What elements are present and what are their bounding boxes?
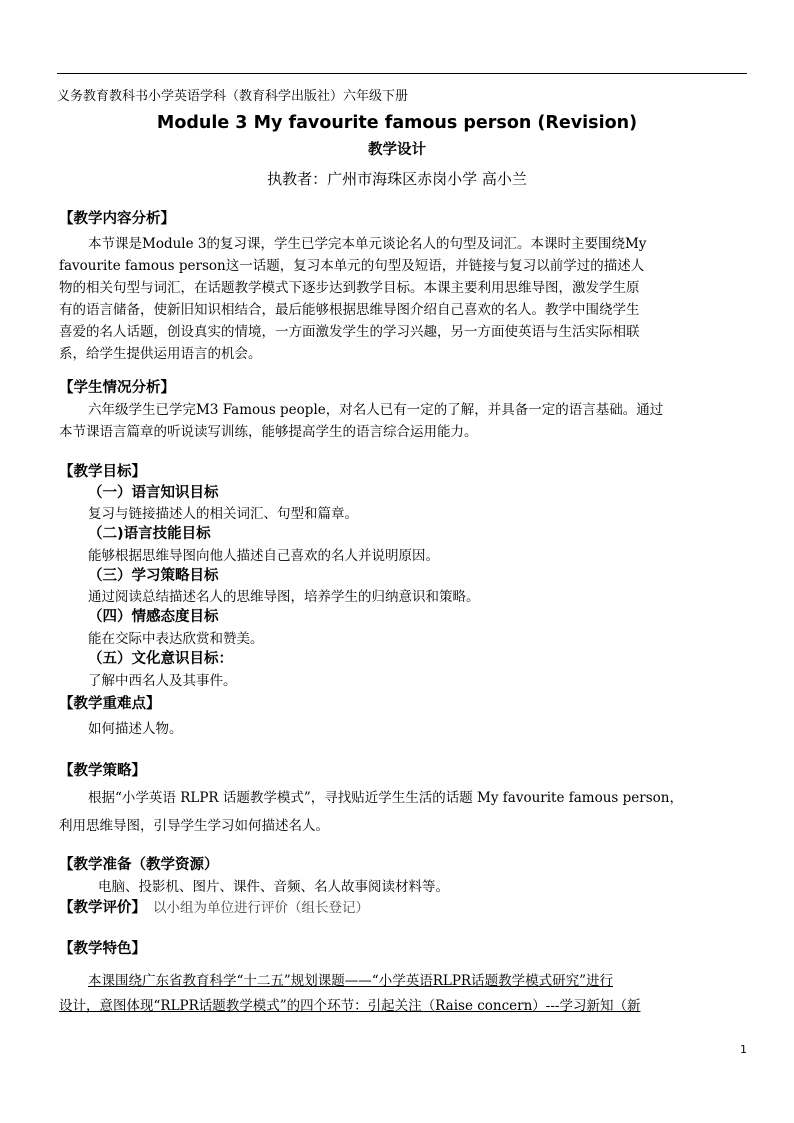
objective-text: 能在交际中表达欣赏和赞美。 — [88, 631, 264, 647]
features-line: 设计，意图体现“RLPR话题教学模式”的四个环节：引起关注（Raise concern）---学习新知（新 — [59, 998, 641, 1014]
objective-title: （三）学习策略目标 — [88, 568, 219, 584]
objective-text: 能够根据思维导图向他人描述自己喜欢的名人并说明原因。 — [88, 548, 439, 564]
document-title: Module 3 My favourite famous person (Revision) — [156, 113, 638, 133]
features-line: 本课围绕广东省教育科学“十二五”规划课题——“小学英语RLPR话题教学模式研究”进行 — [88, 973, 613, 989]
objective-text: 了解中西名人及其事件。 — [88, 673, 237, 689]
content-analysis-line: 系，给学生提供运用语言的机会。 — [59, 346, 262, 362]
section-heading-key-points: 【教学重难点】 — [59, 696, 161, 712]
author-line: 执教者：广州市海珠区赤岗小学 高小兰 — [267, 170, 527, 188]
strategy-line: 利用思维导图，引导学生学习如何描述名人。 — [59, 818, 329, 834]
running-header: 义务教育教科书小学英语学科（教育科学出版社）六年级下册 — [57, 89, 409, 104]
student-analysis-line: 六年级学生已学完M3 Famous people，对名人已有一定的了解，并具备一定的语言基础。通过 — [88, 402, 664, 418]
content-analysis-line: 本节课是Module 3的复习课，学生已学完本单元谈论名人的句型及词汇。本课时主要围绕My — [88, 236, 647, 252]
evaluation-text: 以小组为单位进行评价（组长登记） — [153, 900, 369, 916]
section-heading-content-analysis: 【教学内容分析】 — [59, 211, 175, 227]
section-heading-objectives: 【教学目标】 — [59, 464, 146, 480]
section-heading-student-analysis: 【学生情况分析】 — [59, 380, 175, 396]
objective-title: （二)语言技能目标 — [88, 526, 211, 542]
section-heading-strategy: 【教学策略】 — [59, 763, 146, 779]
objective-text: 复习与链接描述人的相关词汇、句型和篇章。 — [88, 506, 358, 522]
preparation-text: 电脑、投影机、图片、课件、音频、名人故事阅读材料等。 — [98, 879, 449, 895]
student-analysis-line: 本节课语言篇章的听说读写训练，能够提高学生的语言综合运用能力。 — [59, 424, 478, 440]
objective-text: 通过阅读总结描述名人的思维导图，培养学生的归纳意识和策略。 — [88, 589, 480, 605]
objective-title: （五）文化意识目标： — [88, 651, 233, 667]
content-analysis-line: favourite famous person这一话题，复习本单元的句型及短语，并链接与复习以前学过的描述人 — [59, 258, 645, 274]
key-points-text: 如何描述人物。 — [88, 721, 183, 737]
content-analysis-line: 有的语言储备，使新旧知识相结合，最后能够根据思维导图介绍自己喜欢的名人。教学中围绕学生 — [59, 302, 640, 318]
header-rule — [57, 73, 747, 74]
objective-title: （四）情感态度目标 — [88, 609, 219, 625]
section-heading-features: 【教学特色】 — [59, 941, 146, 957]
content-analysis-line: 物的相关句型与词汇，在话题教学模式下逐步达到教学目标。本课主要利用思维导图，激发学生原 — [59, 280, 640, 296]
section-heading-evaluation: 【教学评价】 — [59, 900, 146, 916]
strategy-line: 根据“小学英语 RLPR 话题教学模式”，寻找贴近学生生活的话题 My favourite famous person， — [88, 790, 683, 806]
page-number: 1 — [740, 1043, 747, 1056]
objective-title: （一）语言知识目标 — [88, 485, 219, 501]
content-analysis-line: 喜爱的名人话题，创设真实的情境，一方面激发学生的学习兴趣，另一方面使英语与生活实际相联 — [59, 324, 640, 340]
document-subtitle: 教学设计 — [368, 142, 426, 158]
section-heading-preparation: 【教学准备（教学资源） — [59, 857, 219, 873]
